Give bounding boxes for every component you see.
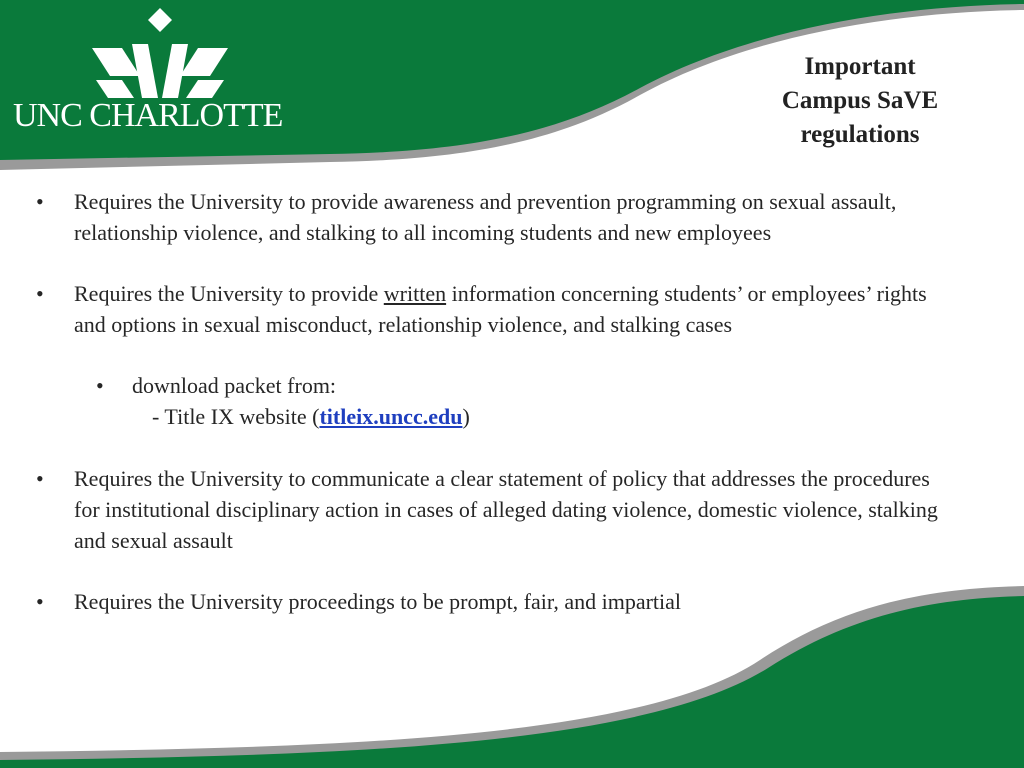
title-ix-prefix: - Title IX website (	[152, 404, 320, 429]
logo-wordmark: UNC CHARLOTTE	[13, 97, 283, 134]
titleix-link[interactable]: titleix.uncc.edu	[319, 404, 463, 429]
title-ix-suffix: )	[462, 404, 470, 429]
bullet-policy-statement: Requires the University to communicate a clear statement of policy that addresses the procedures for institutional disciplinary action in cases of alleged dating violence, domestic violence, stalking and sexual assault	[74, 466, 938, 553]
title-line-1: Important	[804, 53, 916, 80]
bullet-written-information	[74, 278, 954, 340]
title-line-3: regulations	[800, 121, 920, 148]
bullet-dot: •	[36, 466, 44, 491]
bullet-awareness-programming: Requires the University to provide awareness and prevention programming on sexual assault, relationship violence, and stalking to all incoming students and new employees	[74, 189, 897, 245]
bullet-dot: •	[36, 589, 44, 614]
sub-bullet-download-packet: download packet from:	[132, 373, 337, 398]
bullet-text-before: Requires the University to provide	[74, 281, 384, 306]
sub-bullet-title-ix-website	[152, 401, 852, 432]
bullet-dot: •	[36, 281, 44, 306]
bullet-text-after: information concerning students’ or employees’ rights and options in sexual misconduct, relationship violence, and stalking cases	[74, 281, 927, 337]
bullet-proceedings: Requires the University proceedings to be prompt, fair, and impartial	[74, 589, 682, 614]
bullet-dot: •	[36, 189, 44, 214]
bullet-text-underlined: written	[383, 281, 447, 306]
title-line-2: Campus SaVE	[781, 87, 939, 114]
sub-bullet-dot: •	[96, 373, 104, 398]
